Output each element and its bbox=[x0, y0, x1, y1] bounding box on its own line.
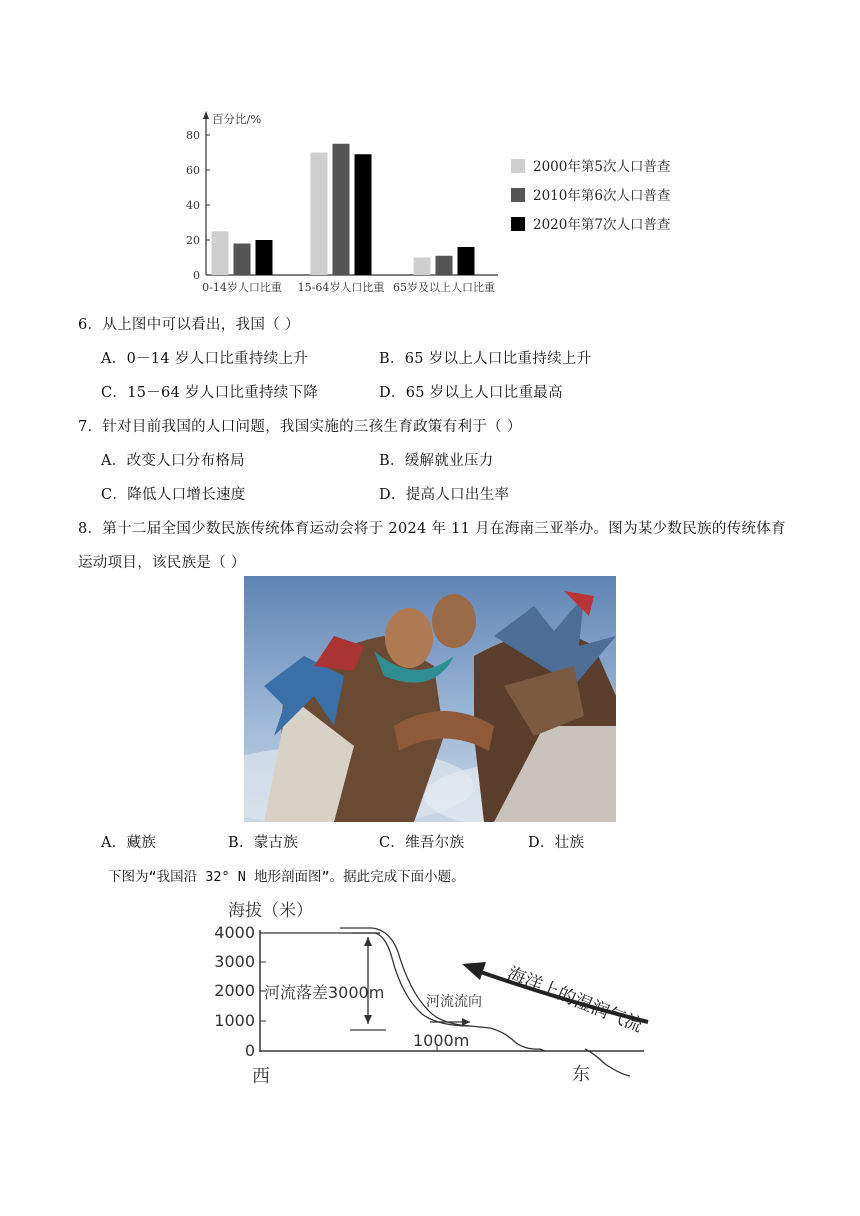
bar bbox=[436, 256, 453, 275]
profile-ytick: 3000 bbox=[214, 952, 255, 971]
question-8-option-d[interactable]: D．壮族 bbox=[528, 835, 585, 851]
bar bbox=[333, 144, 350, 275]
distance-label: 1000m bbox=[413, 1031, 470, 1050]
question-6-option-b[interactable]: B．65 岁以上人口比重持续上升 bbox=[379, 351, 592, 367]
question-6-stem: 6．从上图中可以看出，我国（ ） bbox=[78, 317, 300, 333]
question-8-option-c[interactable]: C．维吾尔族 bbox=[379, 835, 465, 851]
y-tick-label: 40 bbox=[186, 199, 200, 212]
question-7-option-d[interactable]: D．提高人口出生率 bbox=[379, 487, 510, 503]
legend-swatch bbox=[511, 217, 525, 231]
profile-ytick: 0 bbox=[244, 1041, 255, 1060]
east-label: 东 bbox=[572, 1064, 590, 1085]
y-tick-label: 0 bbox=[193, 269, 200, 282]
profile-intro-text: 下图为“我国沿 32° N 地形剖面图”。据此完成下面小题。 bbox=[108, 869, 465, 885]
arrow-head bbox=[462, 1018, 470, 1026]
profile-ytick: 1000 bbox=[214, 1011, 255, 1030]
terrain-profile-figure bbox=[200, 892, 660, 1087]
x-tick-label: 65岁及以上人口比重 bbox=[393, 281, 495, 294]
question-7-option-c[interactable]: C．降低人口增长速度 bbox=[101, 487, 246, 503]
arrow-head bbox=[462, 962, 486, 980]
wrestling-photo bbox=[244, 576, 616, 822]
arrow-head bbox=[364, 937, 372, 946]
bar bbox=[234, 244, 251, 276]
question-8-option-a[interactable]: A．藏族 bbox=[101, 835, 157, 851]
west-label: 西 bbox=[252, 1066, 270, 1087]
legend-label: 2020年第7次人口普查 bbox=[533, 217, 671, 233]
bar bbox=[212, 231, 229, 275]
question-8-option-b[interactable]: B．蒙古族 bbox=[228, 835, 299, 851]
legend-swatch bbox=[511, 159, 525, 173]
x-tick-label: 15-64岁人口比重 bbox=[297, 281, 385, 294]
moist-air-label: 海洋上的湿润气流 bbox=[504, 963, 646, 1037]
legend-swatch bbox=[511, 188, 525, 202]
question-6-option-d[interactable]: D．65 岁以上人口比重最高 bbox=[379, 385, 563, 401]
profile-ytick: 2000 bbox=[214, 981, 255, 1000]
flow-label: 河流流向 bbox=[426, 994, 482, 1010]
x-tick-label: 0-14岁人口比重 bbox=[202, 281, 282, 294]
profile-ytick: 4000 bbox=[214, 923, 255, 942]
arrow-head bbox=[364, 1015, 372, 1024]
y-tick-label: 60 bbox=[186, 164, 200, 177]
legend-label: 2000年第5次人口普查 bbox=[533, 159, 671, 175]
question-8-stem-line1: 8．第十二届全国少数民族传统体育运动会将于 2024 年 11 月在海南三亚举办。图为某少数民族的传统体育 bbox=[78, 521, 786, 537]
y-tick-label: 20 bbox=[186, 234, 200, 247]
bar bbox=[311, 153, 328, 276]
y-axis-arrow bbox=[203, 111, 209, 119]
question-7-stem: 7．针对目前我国的人口问题，我国实施的三孩生育政策有利于（ ） bbox=[78, 419, 522, 435]
y-tick-label: 80 bbox=[186, 129, 200, 142]
question-6-option-c[interactable]: C．15－64 岁人口比重持续下降 bbox=[101, 385, 319, 401]
drop-label: 河流落差3000m bbox=[264, 983, 385, 1002]
legend-label: 2010年第6次人口普查 bbox=[533, 188, 671, 204]
bar bbox=[414, 258, 431, 276]
profile-ylabel: 海拔（米） bbox=[228, 901, 313, 921]
bar bbox=[256, 240, 273, 275]
river-line bbox=[352, 933, 470, 1026]
bar bbox=[458, 247, 475, 275]
question-7-option-b[interactable]: B．缓解就业压力 bbox=[379, 453, 494, 469]
question-6-option-a[interactable]: A．0－14 岁人口比重持续上升 bbox=[101, 351, 309, 367]
question-7-option-a[interactable]: A．改变人口分布格局 bbox=[101, 453, 245, 469]
question-8-stem-line2: 运动项目，该民族是（ ） bbox=[78, 555, 246, 571]
bar bbox=[355, 154, 372, 275]
y-axis-label: 百分比/% bbox=[212, 112, 262, 126]
population-bar-chart bbox=[180, 105, 700, 300]
